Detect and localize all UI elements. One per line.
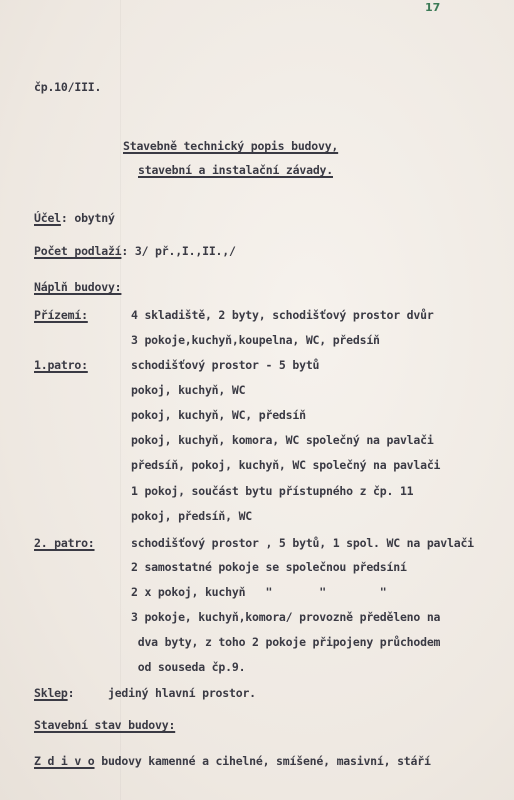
title-line-2: stavební a instalační závady. xyxy=(138,163,333,177)
reference-number: čp.10/III. xyxy=(34,80,102,94)
ground-floor-line: 4 skladiště, 2 byty, schodišťový prostor dvůr xyxy=(131,308,434,322)
cellar-row xyxy=(34,686,256,700)
walls-row xyxy=(34,754,431,768)
second-floor-line: od souseda čp.9. xyxy=(131,660,246,674)
first-floor-line: schodišťový prostor - 5 bytů xyxy=(131,358,320,372)
cellar-label: Sklep xyxy=(34,686,68,700)
cellar-value: : jediný hlavní prostor. xyxy=(67,686,256,700)
ground-floor-label: Přízemí: xyxy=(34,308,88,322)
floors-label: Počet podlaží xyxy=(34,244,122,258)
title-line-1: Stavebně technický popis budovy, xyxy=(123,139,339,153)
walls-value: budovy kamenné a cihelné, smíšené, masivní, stáří xyxy=(94,754,431,768)
purpose-row xyxy=(34,211,115,225)
second-floor-line: 3 pokoje, kuchyň,komora/ provozně předěleno na xyxy=(131,610,441,624)
purpose-label: Účel xyxy=(34,211,61,225)
first-floor-line: pokoj, kuchyň, komora, WC společný na pavlači xyxy=(131,433,434,447)
walls-label: Z d i v o xyxy=(34,754,95,768)
second-floor-line: dva byty, z toho 2 pokoje připojeny průchodem xyxy=(131,635,441,649)
paper-crease xyxy=(120,0,121,800)
floors-row xyxy=(34,244,236,258)
first-floor-line: předsíň, pokoj, kuchyň, WC společný na pavlači xyxy=(131,458,441,472)
first-floor-line: pokoj, kuchyň, WC, předsíň xyxy=(131,408,306,422)
second-floor-line: 2 x pokoj, kuchyň " " " xyxy=(131,585,387,599)
building-state-label: Stavební stav budovy: xyxy=(34,718,176,732)
first-floor-label: 1.patro: xyxy=(34,358,88,372)
page-number: 17 xyxy=(425,1,441,14)
first-floor-line: pokoj, kuchyň, WC xyxy=(131,383,246,397)
content-label: Náplň budovy: xyxy=(34,280,122,294)
first-floor-line: 1 pokoj, součást bytu přístupného z čp. 11 xyxy=(131,484,414,498)
second-floor-line: 2 samostatné pokoje se společnou předsíní xyxy=(131,560,407,574)
second-floor-line: schodišťový prostor , 5 bytů, 1 spol. WC na pavlači xyxy=(131,536,474,550)
purpose-value: : obytný xyxy=(60,211,115,225)
ground-floor-line: 3 pokoje,kuchyň,koupelna, WC, předsíň xyxy=(131,333,380,347)
second-floor-label: 2. patro: xyxy=(34,536,95,550)
floors-value: : 3/ př.,I.,II.,/ xyxy=(121,244,236,258)
first-floor-line: pokoj, předsíň, WC xyxy=(131,509,253,523)
